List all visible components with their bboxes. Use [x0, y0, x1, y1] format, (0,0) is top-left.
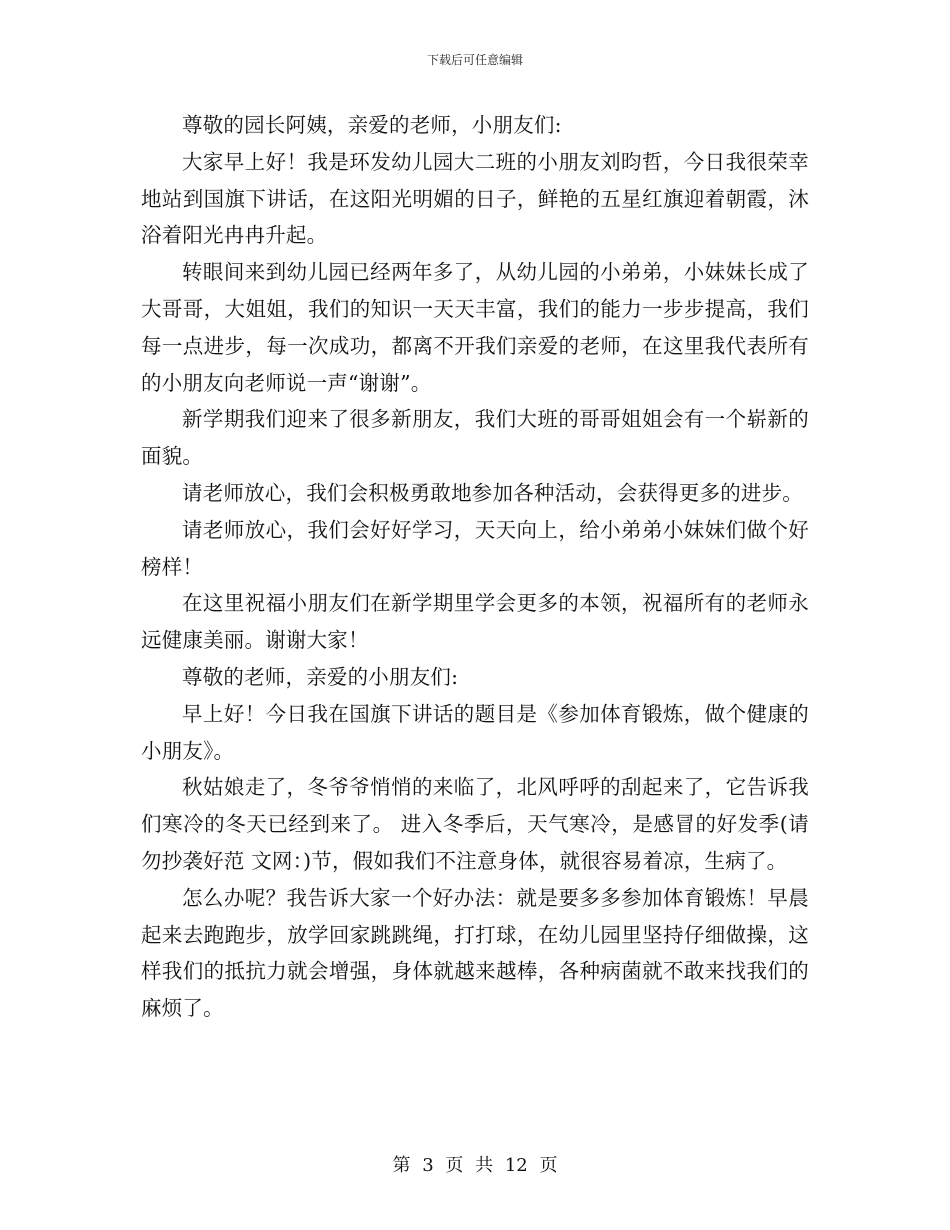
paragraph-new-friends: 新学期我们迎来了很多新朋友，我们大班的哥哥姐姐会有一个崭新的面貌。	[141, 407, 809, 469]
page-header: 下载后可任意编辑	[426, 53, 523, 67]
paragraph-intro: 大家早上好！我是环发幼儿园大二班的小朋友刘昀哲，今日我很荣幸地站到国旗下讲话，在这阳光明媚的日子，鲜艳的五星红旗迎着朝霞，沐浴着阳光冉冉升起。	[141, 149, 809, 248]
document-body	[141, 107, 809, 1027]
paragraph-promise-study: 请老师放心，我们会好好学习，天天向上，给小弟弟小妹妹们做个好榜样！	[141, 517, 809, 579]
paragraph-winter: 秋姑娘走了，冬爷爷悄悄的来临了，北风呼呼的刮起来了，它告诉我们寒冷的冬天已经到来了。 进入冬季后，天气寒冷，是感冒的好发季(请勿抄袭好范 文网：)节，假如我们不注意身体，就很容易着凉，生病了。	[141, 775, 809, 873]
paragraph-greeting-1: 尊敬的园长阿姨，亲爱的老师，小朋友们:	[182, 113, 562, 137]
paragraph-greeting-2: 尊敬的老师，亲爱的小朋友们:	[182, 664, 459, 689]
paragraph-promise-activities: 请老师放心，我们会积极勇敢地参加各种活动，会获得更多的进步。	[182, 480, 803, 505]
paragraph-thanks: 转眼间来到幼儿园已经两年多了，从幼儿园的小弟弟，小妹妹长成了大哥哥，大姐姐，我们的知识一天天丰富，我们的能力一步步提高，我们每一点进步，每一次成功，都离不开我们亲爱的老师，在这里我代表所有的小朋友向老师说一声“谢谢”。	[141, 260, 809, 395]
page-footer: 第 3 页 共 12 页	[392, 1155, 558, 1176]
paragraph-exercise: 怎么办呢？我告诉大家一个好办法：就是要多多参加体育锻炼！早晨起来去跑跑步，放学回家跳跳绳，打打球，在幼儿园里坚持仔细做操，这样我们的抵抗力就会增强，身体就越来越棒，各种病菌就不敢来找我们的麻烦了。	[141, 885, 809, 1021]
paragraph-topic: 早上好！今日我在国旗下讲话的题目是《参加体育锻炼，做个健康的小朋友》。	[141, 701, 809, 763]
paragraph-blessing: 在这里祝福小朋友们在新学期里学会更多的本领，祝福所有的老师永远健康美丽。谢谢大家！	[141, 591, 809, 653]
